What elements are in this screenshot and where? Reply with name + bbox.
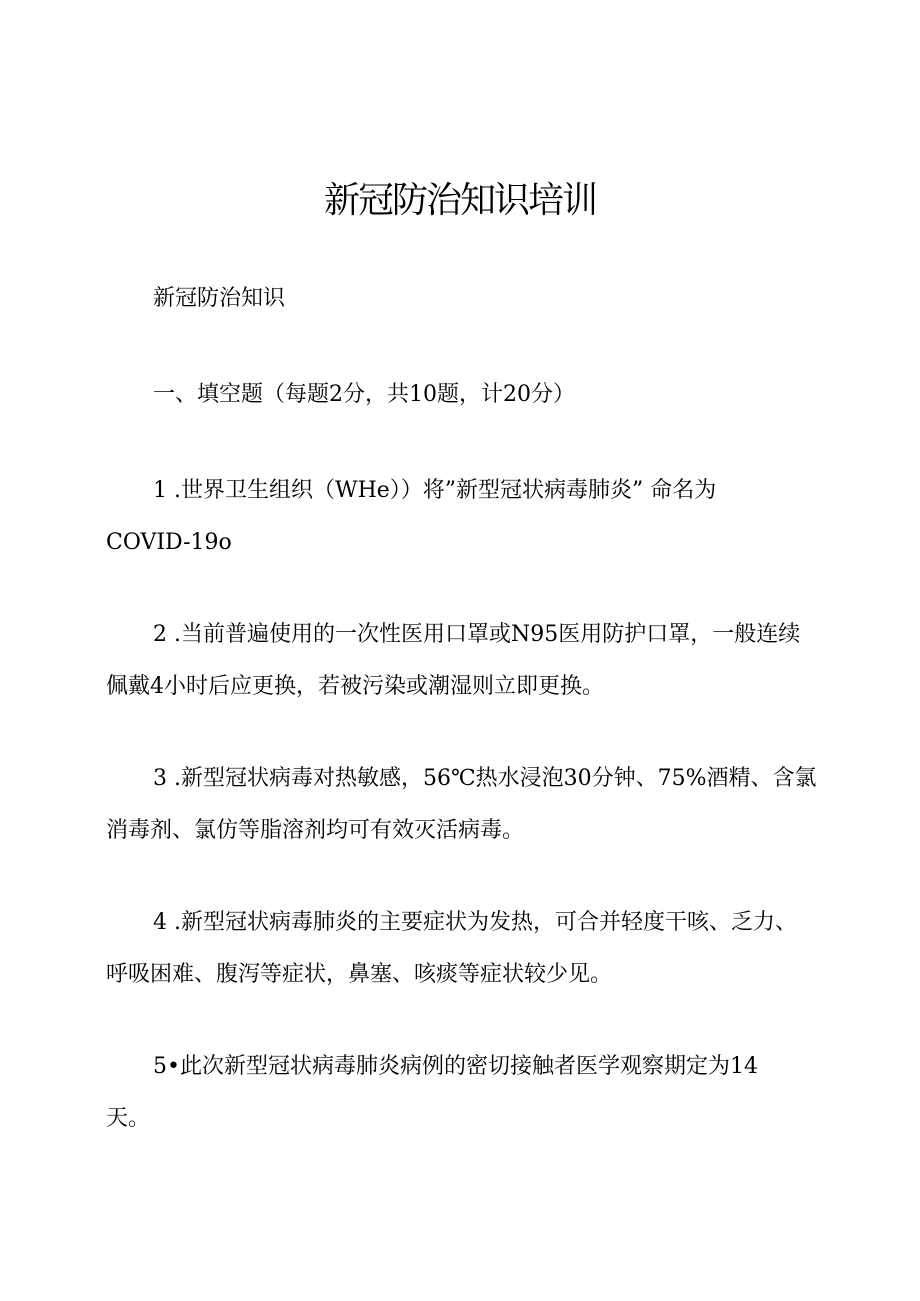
section-heading: 一、填空题（每题2分，共10题，计20分）: [153, 382, 575, 407]
question-3-line-1: 3 .新型冠状病毒对热敏感，56℃热水浸泡30分钟、75%酒精、含氯: [153, 766, 817, 791]
question-1: [106, 476, 818, 558]
question-4: [106, 908, 818, 990]
question-4-line-1: 4 .新型冠状病毒肺炎的主要症状为发热，可合并轻度干咳、乏力、: [153, 910, 797, 935]
question-2-line-1: 2 .当前普遍使用的一次性医用口罩或N95医用防护口罩，一般连续: [153, 622, 801, 647]
document-title: 新冠防治知识培训: [323, 180, 596, 221]
question-3: [106, 764, 818, 846]
question-1-line-2: COVID-19o: [106, 530, 232, 555]
question-3-line-2: 消毒剂、氯仿等脂溶剂均可有效灭活病毒。: [106, 818, 525, 843]
question-2-line-2: 佩戴4小时后应更换，若被污染或潮湿则立即更换。: [106, 674, 604, 699]
question-1-line-1: 1 .世界卫生组织（WHe））将”新型冠状病毒肺炎” 命名为: [153, 478, 717, 503]
question-5-line-1: 5•此次新型冠状病毒肺炎病例的密切接触者医学观察期定为14: [153, 1054, 758, 1079]
question-2: [106, 620, 818, 702]
question-5: [106, 1052, 818, 1134]
question-4-line-2: 呼吸困难、腹泻等症状，鼻塞、咳痰等症状较少见。: [106, 962, 613, 987]
document-subtitle: 新冠防治知识: [153, 286, 286, 311]
question-5-line-2: 天。: [106, 1106, 151, 1131]
